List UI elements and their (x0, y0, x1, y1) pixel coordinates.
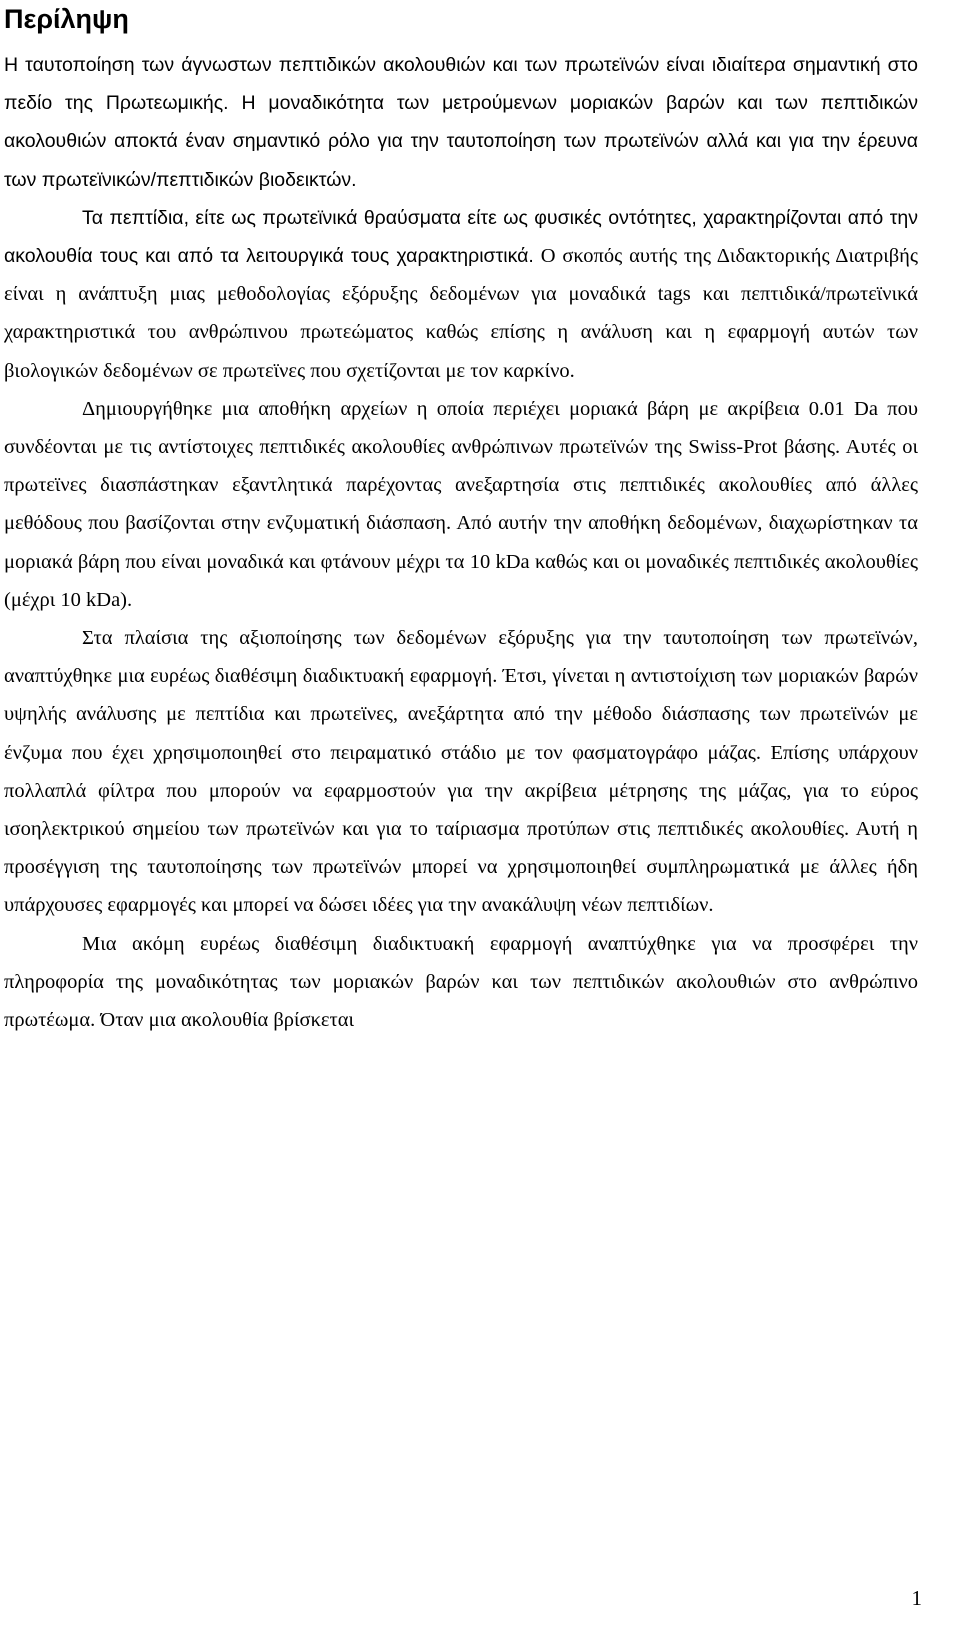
paragraph-1-text: Η ταυτοποίηση των άγνωστων πεπτιδικών ακολουθιών και των πρωτεϊνών είναι ιδιαίτερα σημαντική στο πεδίο της Πρωτεωμικής. Η μοναδικότητα των μετρούμενων μοριακών βαρών και των πεπτιδικών ακολουθιών αποκτά έναν σημαντικό ρόλο για την ταυτοποίηση των πρωτεϊνών αλλά και για την έρευνα των πρωτεϊνικών/πεπτιδικών βιοδεικτών. (4, 54, 918, 191)
abstract-body (4, 46, 918, 1039)
paragraph-2-text-b: Ο σκοπός αυτής της Διδακτορικής Διατριβής είναι η ανάπτυξη μιας μεθοδολογίας εξόρυξης δεδομένων για μοναδικά tags και πεπτιδικά/πρωτεϊνικά χαρακτηριστικά του ανθρώπινου πρωτεώματος καθώς επίσης η ανάλυση και η εφαρμογή αυτών των βιολογικών δεδομένων σε πρωτεϊνες που σχετίζονται με τον καρκίνο. (4, 245, 918, 382)
paragraph-5 (4, 925, 918, 1040)
paragraph-2 (4, 199, 918, 390)
paragraph-1 (4, 46, 918, 199)
paragraph-3-text: Δημιουργήθηκε μια αποθήκη αρχείων η οποία περιέχει μοριακά βάρη με ακρίβεια 0.01 Da που συνδέονται με τις αντίστοιχες πεπτιδικές ακολουθίες ανθρώπινων πρωτεϊνών της Swiss-Prot βάσης. Αυτές οι πρωτεϊνες διασπάστηκαν εξαντλητικά παρέχοντας ανεξαρτησία στις πεπτιδικές ακολουθίες από άλλες μεθόδους που βασίζονται στην ενζυματική διάσπαση. Από αυτήν την αποθήκη δεδομένων, διαχωρίστηκαν τα μοριακά βάρη που είναι μοναδικά και φτάνουν μέχρι τα 10 kDa καθώς και οι μοναδικές πεπτιδικές ακολουθίες (μέχρι 10 kDa). (4, 397, 918, 611)
paragraph-2-text-a: Τα πεπτίδια, είτε ως πρωτεϊνικά θραύσματα είτε ως φυσικές οντότητες, χαρακτηρίζονται από την ακολουθία τους και από τα λειτουργικά τους χαρακτηριστικά. (4, 206, 918, 268)
section-heading: Περίληψη (4, 4, 129, 34)
paragraph-5-text: Μια ακόμη ευρέως διαθέσιμη διαδικτυακή εφαρμογή αναπτύχθηκε για να προσφέρει την πληροφορία της μοναδικότητας των μοριακών βαρών και των πεπτιδικών ακολουθιών στο ανθρώπινο πρωτέωμα. Όταν μια ακολουθία βρίσκεται (4, 932, 918, 1032)
paragraph-4-text: Στα πλαίσια της αξιοποίησης των δεδομένων εξόρυξης για την ταυτοποίηση των πρωτεϊνών, αναπτύχθηκε μια ευρέως διαθέσιμη διαδικτυακή εφαρμογή. Έτσι, γίνεται η αντιστοίχιση των μοριακών βαρών υψηλής ανάλυσης με πεπτίδια και πρωτεϊνες, ανεξάρτητα από την μέθοδο διάσπασης των πρωτεϊνών με ένζυμα που έχει χρησιμοποιηθεί στο πειραματικό στάδιο με τον φασματογράφο μάζας. Επίσης υπάρχουν πολλαπλά φίλτρα που μπορούν να εφαρμοστούν για την ακρίβεια μέτρησης της μάζας, για το εύρος ισοηλεκτρικού σημείου των πρωτεϊνών και για το ταίριασμα προτύπων στις πεπτιδικές ακολουθίες. Αυτή η προσέγγιση της ταυτοποίησης των πρωτεϊνών μπορεί να χρησιμοποιηθεί συμπληρωματικά με άλλες ήδη υπάρχουσες εφαρμογές και μπορεί να δώσει ιδέες για την ανακάλυψη νέων πεπτιδίων. (4, 627, 918, 917)
paragraph-3 (4, 390, 918, 619)
page-number: 1 (911, 1586, 922, 1610)
paragraph-4 (4, 619, 918, 925)
